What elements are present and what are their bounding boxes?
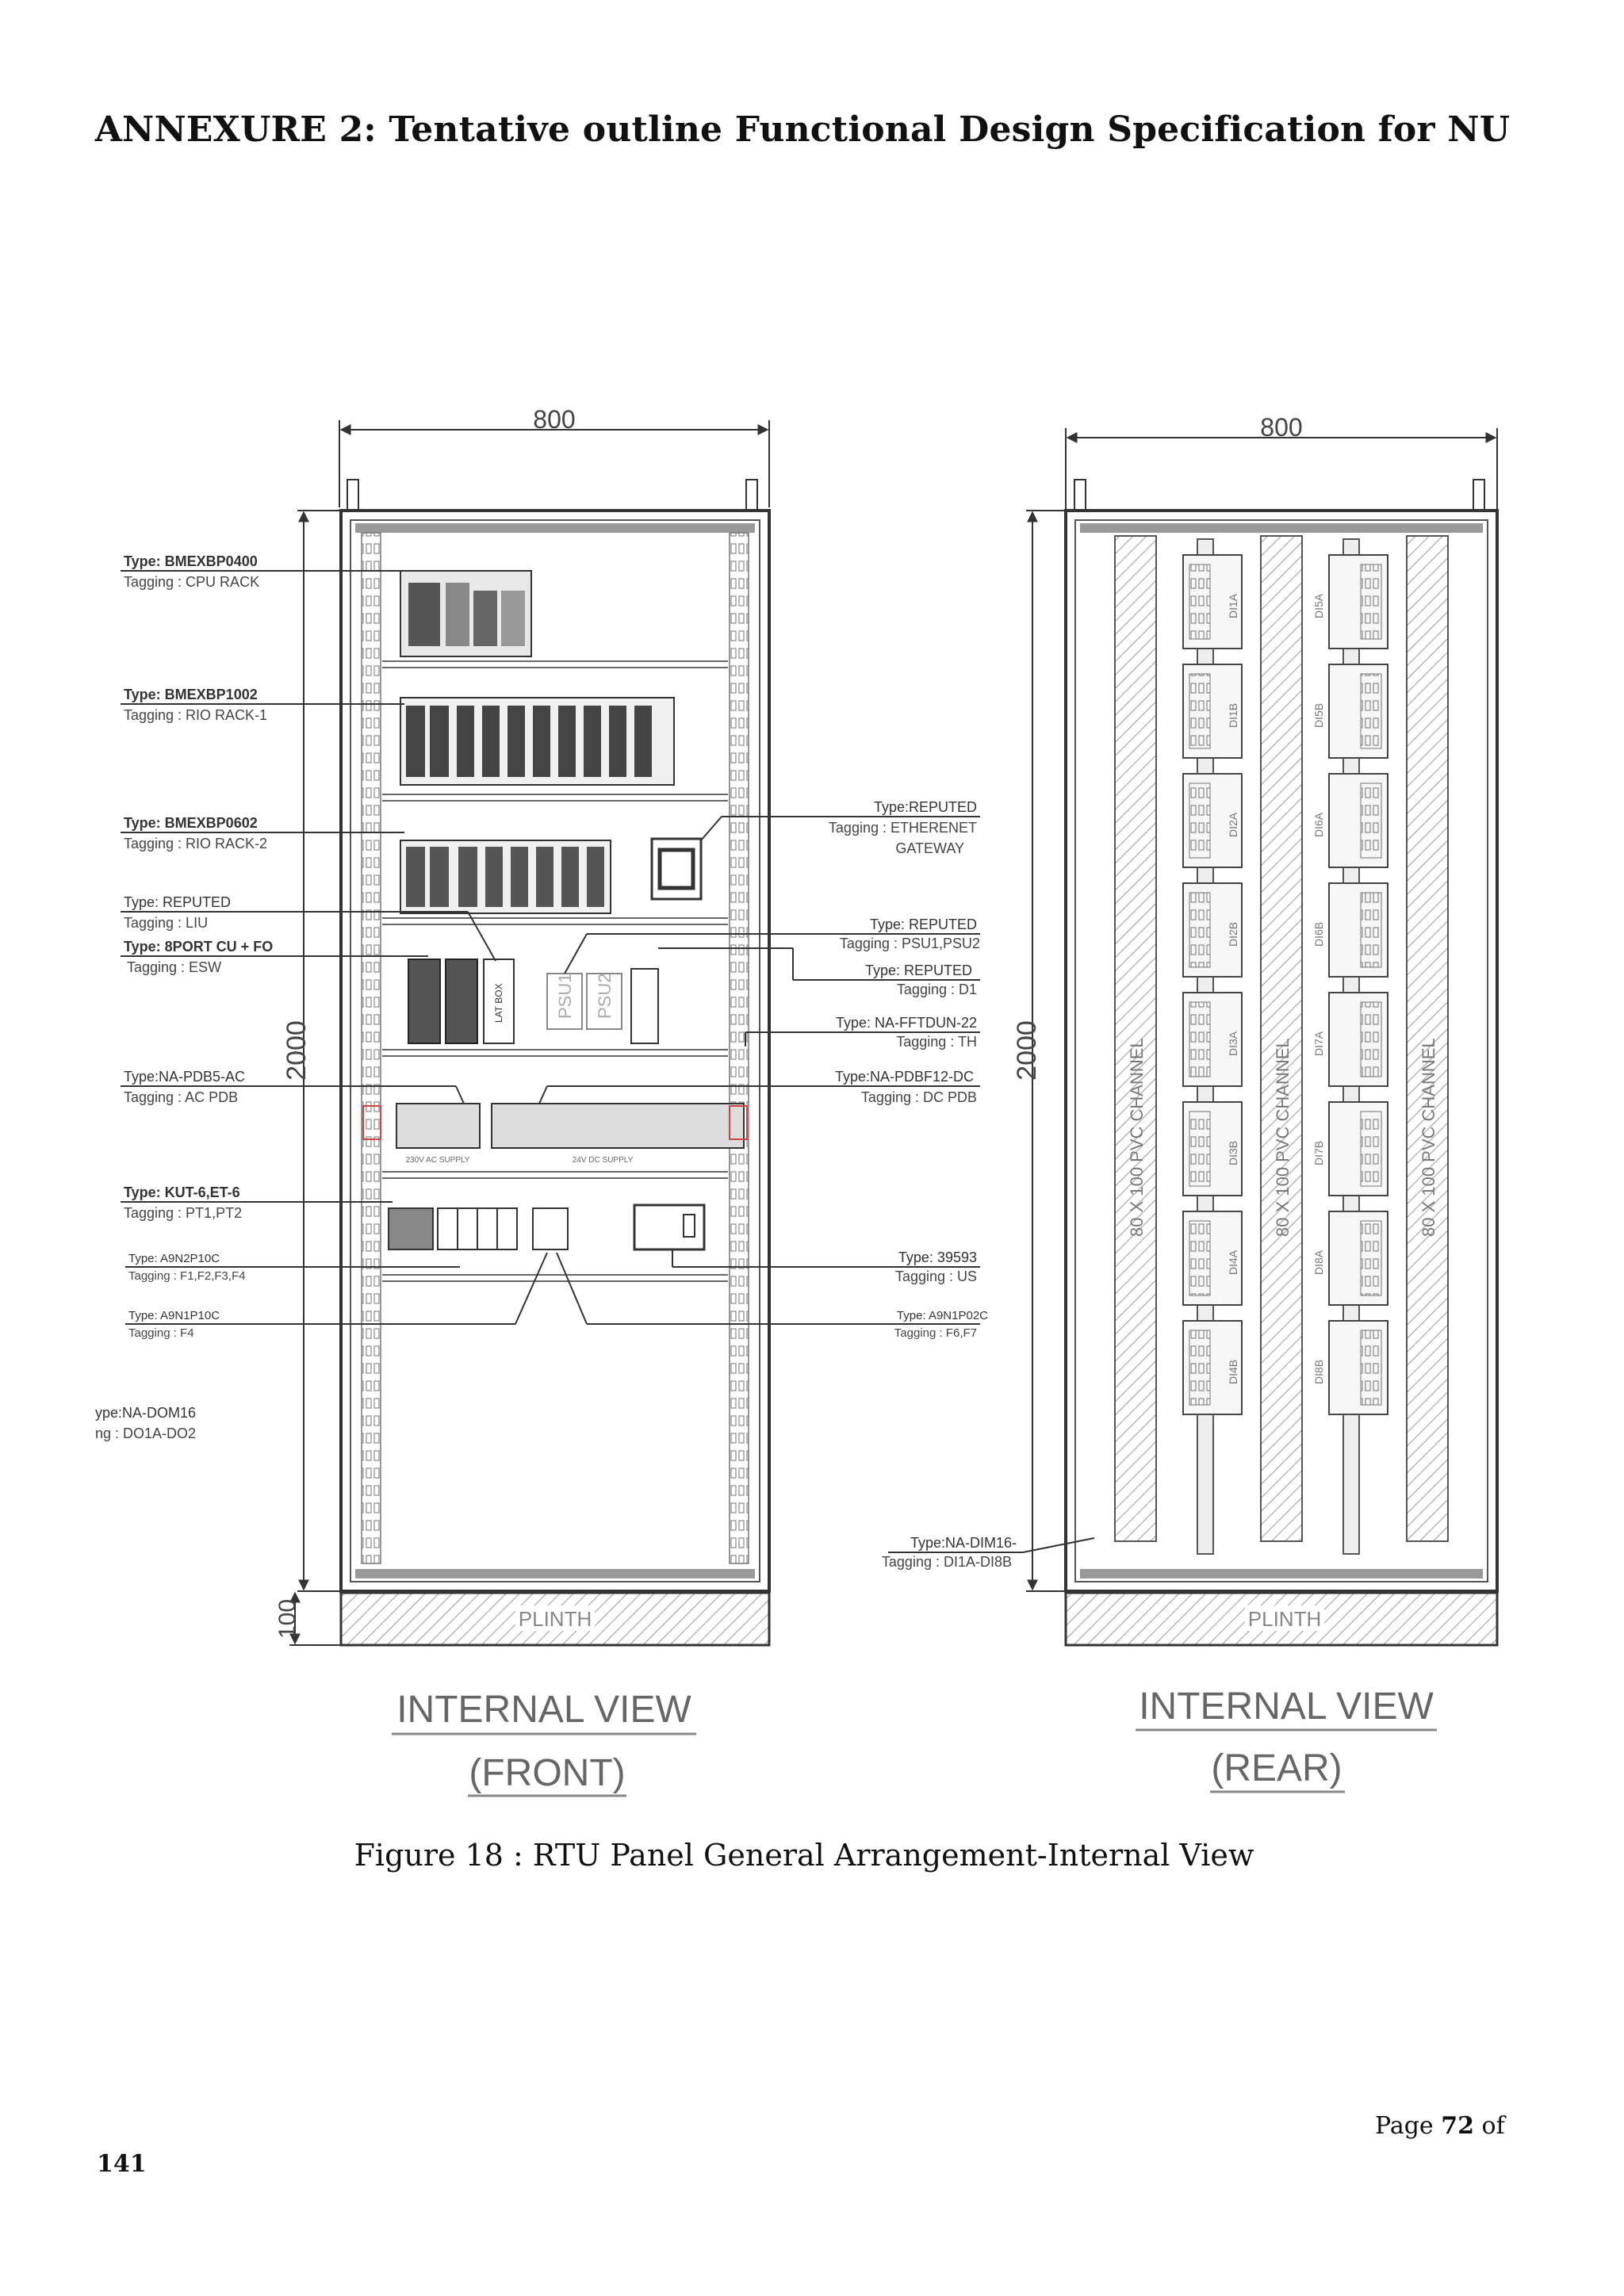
di-label: DI8A [1312,1249,1325,1275]
page-number: 72 [1441,2112,1474,2140]
di-label: DI7A [1312,1031,1325,1056]
callout-tag2: GATEWAY [895,840,964,856]
callout-type: Type: 8PORT CU + FO [124,939,274,955]
di-label: DI5A [1312,593,1325,618]
rear-width-dim: 800 [1260,413,1303,442]
di-module [1183,664,1242,758]
di-label: DI2A [1227,812,1239,837]
di-label: DI5B [1312,702,1325,728]
callout-th [745,1015,980,1050]
rear-height-dim: 2000 [1012,1020,1042,1081]
callout-type: Type: REPUTED [864,962,972,978]
ac-supply-label: 230V AC SUPPLY [405,1156,470,1165]
di-label: DI2B [1227,921,1239,947]
callout-type: Type:NA-PDB5-AC [124,1069,246,1085]
callout-type: Type: NA-FFTDUN-22 [835,1015,977,1031]
callout-type: Type: A9N1P02C [896,1309,988,1322]
di-label: DI4B [1227,1359,1239,1384]
callout-tag: Tagging : F6,F7 [894,1326,977,1340]
callout-tag: Tagging : RIO RACK-1 [124,707,268,723]
di-module [1183,555,1242,649]
callout-type: Type: REPUTED [124,894,232,910]
heading-text: ANNEXURE 2: Tentative outline Functional Design Specification for NU [94,109,1511,150]
page-number-line [1375,2112,1505,2140]
page-suffix: of [1473,2112,1505,2140]
liu-label: LAT BOX [493,983,504,1023]
di-label: DI4A [1227,1249,1239,1275]
callout-type: Type: 39593 [898,1249,977,1265]
rear-channel-label-2: 80 X 100 PVC CHANNEL [1273,1038,1293,1237]
callout-type: Type:REPUTED [873,799,977,815]
di-label: DI3A [1227,1031,1239,1056]
psu2-label: PSU2 [595,973,615,1019]
rear-channel-label-1: 80 X 100 PVC CHANNEL [1127,1038,1147,1237]
rear-view-title-2: (REAR) [1211,1747,1342,1789]
callout-tag: Tagging : DC PDB [860,1089,977,1105]
callout-tag: Tagging : TH [896,1034,977,1050]
callout-type: Type:NA-PDBF12-DC [834,1069,974,1085]
callout-tag: Tagging : US [894,1269,977,1284]
di-module [1183,1102,1242,1196]
di-label: DI6B [1312,921,1325,947]
di-label: DI8B [1312,1359,1325,1384]
rear-view-title-1: INTERNAL VIEW [1139,1686,1434,1728]
callout-type: Type: BMEXBP1002 [124,687,258,702]
dc-supply-label: 24V DC SUPPLY [572,1156,634,1165]
callout-type: Type: BMEXBP0400 [124,553,258,569]
callout-tag: Tagging : PT1,PT2 [124,1205,243,1221]
front-plinth-dim: 100 [274,1598,301,1640]
di-module [1183,1321,1242,1414]
di-label: DI7B [1312,1140,1325,1165]
callout-type: Type: A9N1P10C [128,1309,220,1322]
rear-plinth-label: PLINTH [1247,1607,1322,1631]
callout-di [882,1535,1094,1570]
callout-tag: Tagging : AC PDB [124,1089,239,1105]
front-height-dim: 2000 [282,1020,312,1081]
callout-tag: Tagging : ESW [127,959,222,975]
callout-tag: Tagging : RIO RACK-2 [124,836,268,851]
page-prefix: Page [1375,2112,1442,2140]
callout-tag: Tagging : LIU [124,915,209,931]
di-label: DI3B [1227,1140,1239,1165]
di-label: DI6A [1312,812,1325,837]
front-width-dim: 800 [533,405,576,434]
figure-caption [0,1838,1624,1873]
callout-tag: Tagging : CPU RACK [124,574,260,590]
callout-do [95,1405,196,1441]
callout-tag: Tagging : F1,F2,F3,F4 [128,1269,246,1283]
callout-tag: Tagging : DI1A-DI8B [881,1554,1012,1570]
callout-tag: Tagging : D1 [896,982,977,997]
page-total: 141 [97,2150,147,2178]
callout-tag: Tagging : ETHERENET [828,820,977,836]
di-label: DI1B [1227,702,1239,728]
front-view-title-1: INTERNAL VIEW [396,1689,691,1731]
di-module [1183,1211,1242,1305]
rear-channel-label-3: 80 X 100 PVC CHANNEL [1419,1038,1438,1237]
callout-type: Type: REPUTED [869,916,977,932]
caption-text: Figure 18 : RTU Panel General Arrangement-Internal View [354,1838,1254,1873]
front-view [95,405,988,1796]
psu1-label: PSU1 [555,973,575,1019]
callout-tag: Tagging : PSU1,PSU2 [839,936,980,951]
callout-tag: ng : DO1A-DO2 [95,1425,197,1441]
callout-tag: Tagging : F4 [128,1326,194,1340]
callout-type: Type: KUT-6,ET-6 [124,1184,240,1200]
callout-type: ype:NA-DOM16 [95,1405,197,1421]
callout-type: Type:NA-DIM16- [910,1535,1017,1551]
di-module [1183,883,1242,977]
di-module [1183,774,1242,867]
di-module [1183,993,1242,1086]
di-label: DI1A [1227,593,1239,618]
callout-type: Type: A9N2P10C [128,1252,220,1265]
front-plinth-label: PLINTH [518,1607,592,1631]
callout-type: Type: BMEXBP0602 [124,815,258,831]
front-cabinet-frame [341,511,769,1591]
front-view-title-2: (FRONT) [469,1752,626,1794]
